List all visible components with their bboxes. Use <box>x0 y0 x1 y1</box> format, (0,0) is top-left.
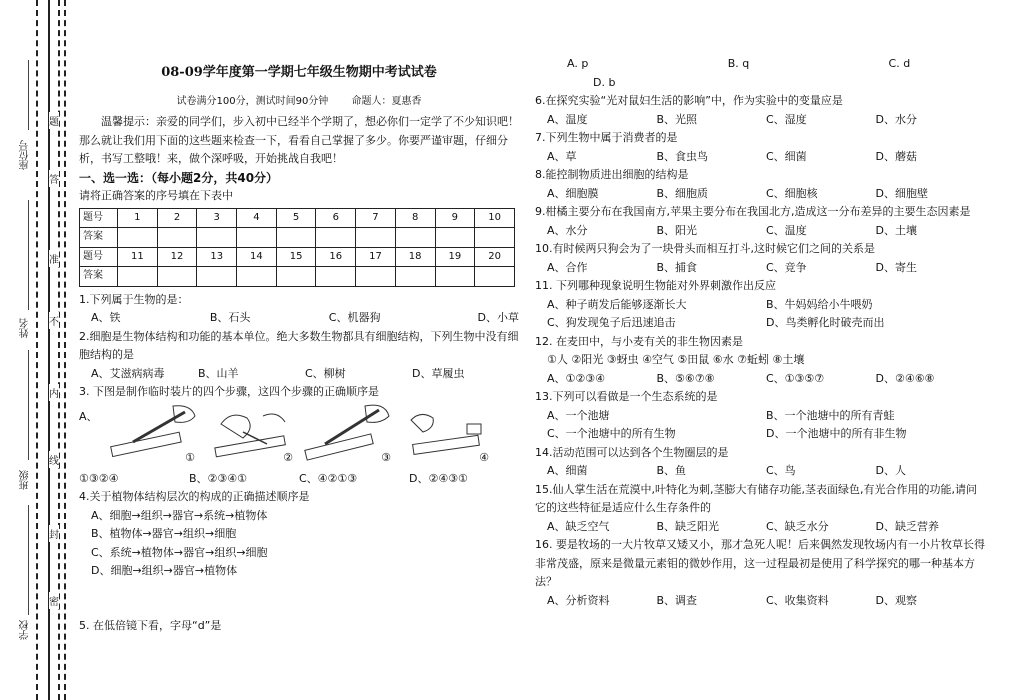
option[interactable]: D、缺乏营养 <box>875 519 939 533</box>
option[interactable]: B、食虫鸟 <box>656 149 709 163</box>
class-blank-line <box>28 350 29 460</box>
option[interactable]: B、②③④① <box>189 471 247 485</box>
option[interactable]: A、合作 <box>547 260 588 274</box>
answer-cell[interactable] <box>157 267 197 287</box>
option[interactable]: D、蘑菇 <box>875 149 917 163</box>
option[interactable]: A、细胞膜 <box>547 186 599 200</box>
binding-char: 内 <box>49 384 59 401</box>
question-5: 5. 在低倍镜下看，字母“d”是 <box>79 618 222 632</box>
question-12-options <box>535 370 985 389</box>
answer-cell[interactable] <box>356 267 396 287</box>
question-5-option-d[interactable]: D. b <box>593 75 616 89</box>
option[interactable]: C、收集资料 <box>766 593 829 607</box>
question-3: 3. 下图是制作临时装片的四个步骤，这四个步骤的正确顺序是 <box>79 385 379 398</box>
class-label: 班级 <box>20 470 31 490</box>
question-13-options-row2 <box>535 425 985 444</box>
question-8: 8.能控制物质进出细胞的结构是 <box>535 168 689 181</box>
option[interactable]: D、②④⑥⑧ <box>875 371 935 385</box>
name-blank-line <box>28 200 29 310</box>
option[interactable]: B、鱼 <box>656 464 687 477</box>
table-cell: 4 <box>237 208 277 228</box>
question-16-options <box>535 592 985 611</box>
option[interactable]: A、一个池塘 <box>547 408 610 422</box>
option[interactable]: D、土壤 <box>875 223 917 237</box>
step-number: ③ <box>381 451 391 464</box>
school-blank-line <box>28 505 29 615</box>
slide-steps-figure <box>79 402 519 470</box>
option[interactable]: D、鸟类孵化时破壳而出 <box>766 316 885 329</box>
table-cell: 8 <box>395 208 435 228</box>
option[interactable]: B、石头 <box>209 311 251 324</box>
answer-cell[interactable] <box>237 228 277 248</box>
option[interactable]: B、山羊 <box>198 366 239 380</box>
table-cell: 14 <box>237 247 277 267</box>
question-6-options <box>535 111 985 130</box>
question-8-options <box>535 185 985 204</box>
option[interactable]: D、小草 <box>477 311 519 324</box>
table-cell: 9 <box>435 208 475 228</box>
table-cell: 16 <box>316 247 356 267</box>
table-header-cell: 答案 <box>80 228 118 248</box>
step-illustration <box>299 402 395 466</box>
option[interactable]: B. q <box>727 57 750 70</box>
answer-cell[interactable] <box>316 267 356 287</box>
step-number: ① <box>185 451 195 464</box>
section-heading: 一、选一选：（每小题2分，共40分） <box>79 170 279 185</box>
step-illustration <box>103 402 199 466</box>
question-9-options <box>535 222 985 241</box>
option[interactable]: D、②④③① <box>409 471 468 485</box>
option[interactable]: ①③②④ <box>79 471 119 485</box>
table-cell: 13 <box>197 247 237 267</box>
option-label: A、 <box>79 409 98 423</box>
option[interactable]: D、草履虫 <box>412 366 465 380</box>
option[interactable]: A、①②③④ <box>547 371 605 385</box>
option[interactable]: D、观察 <box>875 593 917 607</box>
question-12-items: ①人 ②阳光 ③蚜虫 ④空气 ⑤田鼠 ⑥水 ⑦蚯蚓 ⑧土壤 <box>547 353 805 366</box>
option[interactable]: D、细胞壁 <box>875 186 928 200</box>
answer-cell[interactable] <box>237 267 277 287</box>
table-cell: 10 <box>475 208 515 228</box>
question-7: 7.下列生物中属于消费者的是 <box>535 131 678 144</box>
question-5-options <box>535 55 985 74</box>
question-6: 6.在探究实验“光对鼠妇生活的影响”中，作为实验中的变量应是 <box>535 94 843 107</box>
question-2: 2.细胞是生物体结构和功能的基本单位。绝大多数生物都具有细胞结构，下列生物中没有细胞结构的是 <box>79 329 519 361</box>
option[interactable]: B、捕食 <box>656 260 698 274</box>
table-cell: 2 <box>157 208 197 228</box>
option[interactable]: B、缺乏阳光 <box>656 519 720 533</box>
option[interactable]: C、温度 <box>766 223 807 237</box>
answer-cell[interactable] <box>276 228 316 248</box>
question-14: 14.活动范围可以达到各个生物圈层的是 <box>535 445 729 459</box>
answer-cell[interactable] <box>475 228 515 248</box>
answer-cell[interactable] <box>356 228 396 248</box>
question-4-option-c[interactable]: C、系统→植物体→器官→组织→细胞 <box>91 545 268 559</box>
binding-char: 密 <box>49 592 59 609</box>
table-row <box>80 228 515 248</box>
table-header-cell: 题号 <box>80 247 118 267</box>
question-4-option-a[interactable]: A、细胞→组织→器官→系统→植物体 <box>91 508 268 522</box>
table-cell: 20 <box>475 247 515 267</box>
right-column <box>535 55 985 610</box>
step-number: ② <box>283 451 293 464</box>
table-row <box>80 247 515 267</box>
option[interactable]: C、竞争 <box>766 260 807 274</box>
score-info: 试卷满分100分，测试时间90分钟 <box>176 95 329 107</box>
option[interactable]: B、阳光 <box>656 223 698 237</box>
answer-cell[interactable] <box>197 228 237 248</box>
option[interactable]: B、牛妈妈给小牛喂奶 <box>766 297 873 311</box>
question-1-options <box>79 309 519 328</box>
question-12: 12. 在麦田中，与小麦有关的非生物因素是 <box>535 334 743 348</box>
question-4-option-b[interactable]: B、植物体→器官→组织→细胞 <box>91 527 237 540</box>
option[interactable]: B、调查 <box>656 593 698 607</box>
table-cell: 11 <box>118 247 158 267</box>
question-11-options-row1 <box>535 296 985 315</box>
table-cell: 1 <box>118 208 158 228</box>
question-14-options <box>535 462 985 481</box>
question-11: 11. 下列哪种现象说明生物能对外界刺激作出反应 <box>535 279 776 292</box>
binding-char: 准 <box>49 250 59 267</box>
table-cell: 5 <box>276 208 316 228</box>
author-info: 命题人：夏惠香 <box>351 95 422 107</box>
question-13-options-row1 <box>535 407 985 426</box>
left-column <box>79 64 519 635</box>
exam-title: 08-09学年度第一学期七年级生物期中考试试卷 <box>161 65 437 80</box>
option[interactable]: A、缺乏空气 <box>547 519 610 533</box>
option[interactable]: C、细菌 <box>766 149 807 163</box>
question-11-options-row2 <box>535 314 985 333</box>
option[interactable]: A、分析资料 <box>547 593 610 607</box>
option[interactable]: A、艾滋病病毒 <box>91 366 165 380</box>
answer-cell[interactable] <box>395 228 435 248</box>
option[interactable]: C、细胞核 <box>766 186 818 200</box>
option[interactable]: B、光照 <box>656 112 698 126</box>
binding-char: 线 <box>49 451 59 468</box>
step-number: ④ <box>479 451 489 464</box>
option[interactable]: B、⑤⑥⑦⑧ <box>656 371 715 385</box>
option[interactable]: D、寄生 <box>875 260 917 274</box>
question-13: 13.下列可以看做是一个生态系统的是 <box>535 390 718 403</box>
answer-cell[interactable] <box>395 267 435 287</box>
table-cell: 19 <box>435 247 475 267</box>
answer-cell[interactable] <box>197 267 237 287</box>
option[interactable]: D、一个池塘中的所有非生物 <box>766 427 907 440</box>
option[interactable]: C、湿度 <box>766 112 807 126</box>
question-3-options <box>79 470 519 489</box>
exam-subtitle <box>79 93 519 112</box>
table-header-cell: 答案 <box>80 267 118 287</box>
table-cell: 7 <box>356 208 396 228</box>
option[interactable]: C、狗发现兔子后迅速追击 <box>547 316 676 329</box>
question-1: 1.下列属于生物的是： <box>79 292 189 306</box>
table-row <box>80 208 515 228</box>
answer-cell[interactable] <box>435 267 475 287</box>
question-4-option-d[interactable]: D、细胞→组织→器官→植物体 <box>91 564 238 577</box>
option[interactable]: C、④②①③ <box>299 471 358 485</box>
binding-char: 答 <box>49 170 59 187</box>
option[interactable]: C、柳树 <box>305 366 346 380</box>
table-row <box>80 267 515 287</box>
option[interactable]: A、水分 <box>547 223 588 237</box>
seat-blank-line <box>28 60 29 130</box>
option[interactable]: A、种子萌发后能够逐渐长大 <box>547 297 687 311</box>
option[interactable]: C、鸟 <box>766 464 796 477</box>
question-7-options <box>535 148 985 167</box>
option[interactable]: A、温度 <box>547 112 588 126</box>
answer-cell[interactable] <box>118 228 158 248</box>
option[interactable]: C、一个池塘中的所有生物 <box>547 427 676 440</box>
binding-dash-line <box>64 0 66 700</box>
option[interactable]: A、铁 <box>91 311 121 324</box>
table-cell: 15 <box>276 247 316 267</box>
answer-cell[interactable] <box>118 267 158 287</box>
option[interactable]: A. p <box>567 57 589 70</box>
question-4: 4.关于植物体结构层次的构成的正确描述顺序是 <box>79 490 310 503</box>
question-10-options <box>535 259 985 278</box>
table-cell: 17 <box>356 247 396 267</box>
binding-dash-line <box>36 0 38 700</box>
question-2-options <box>79 365 519 384</box>
question-15-options <box>535 518 985 537</box>
question-9: 9.柑橘主要分布在我国南方,苹果主要分布在我国北方,造成这一分布差异的主要生态因素是 <box>535 205 971 218</box>
answer-cell[interactable] <box>276 267 316 287</box>
table-cell: 18 <box>395 247 435 267</box>
seat-number-label: 座位号 <box>20 140 31 170</box>
binding-char: 题 <box>49 112 59 129</box>
question-10: 10.有时候两只狗会为了一块骨头而相互打斗,这时候它们之间的关系是 <box>535 242 875 255</box>
table-cell: 12 <box>157 247 197 267</box>
question-16: 16. 要是牧场的一大片牧草又矮又小，那才急死人呢！后来偶然发现牧场内有一小片牧草长得非常茂盛，原来是微量元素钼的微妙作用，这一过程最初是使用了科学探究的哪一种基本方法？ <box>535 538 985 588</box>
answer-table <box>79 208 515 287</box>
table-cell: 6 <box>316 208 356 228</box>
option[interactable]: C、①③⑤⑦ <box>766 371 825 385</box>
answer-cell[interactable] <box>316 228 356 248</box>
question-15: 15.仙人掌生活在荒漠中,叶特化为刺,茎膨大有储存功能,茎表面绿色,有光合作用的功能,请问它的这些特征是适应什么生存条件的 <box>535 482 977 514</box>
option[interactable]: C、缺乏水分 <box>766 519 829 533</box>
option[interactable]: D、水分 <box>875 112 917 126</box>
option[interactable]: C、机器狗 <box>328 311 381 324</box>
table-header-cell: 题号 <box>80 208 118 228</box>
option[interactable]: D、人 <box>875 464 906 477</box>
option[interactable]: C. d <box>888 57 911 70</box>
binding-char: 不 <box>49 312 59 329</box>
table-cell: 3 <box>197 208 237 228</box>
option[interactable]: A、草 <box>547 149 577 163</box>
option[interactable]: B、细胞质 <box>656 186 709 200</box>
option[interactable]: B、一个池塘中的所有青蛙 <box>766 408 895 422</box>
step-illustration <box>201 402 297 466</box>
answer-cell[interactable] <box>435 228 475 248</box>
binding-char: 封 <box>49 525 59 542</box>
school-label: 学校 <box>20 620 31 640</box>
step-illustration <box>397 402 493 466</box>
intro-paragraph: 温馨提示：亲爱的同学们，步入初中已经半个学期了，想必你们一定学了不少知识吧！那么就让我们用下面的这些题来检查一下，看看自己掌握了多少。你要严谨审题，仔细分析，书写工整哦！来，做个深呼吸，开始挑战自我吧！ <box>79 115 519 165</box>
name-label: 姓名 <box>20 318 31 338</box>
answer-cell[interactable] <box>475 267 515 287</box>
answer-cell[interactable] <box>157 228 197 248</box>
option[interactable]: A、细菌 <box>547 464 588 477</box>
instruction-text: 请将正确答案的序号填在下表中 <box>79 189 233 202</box>
